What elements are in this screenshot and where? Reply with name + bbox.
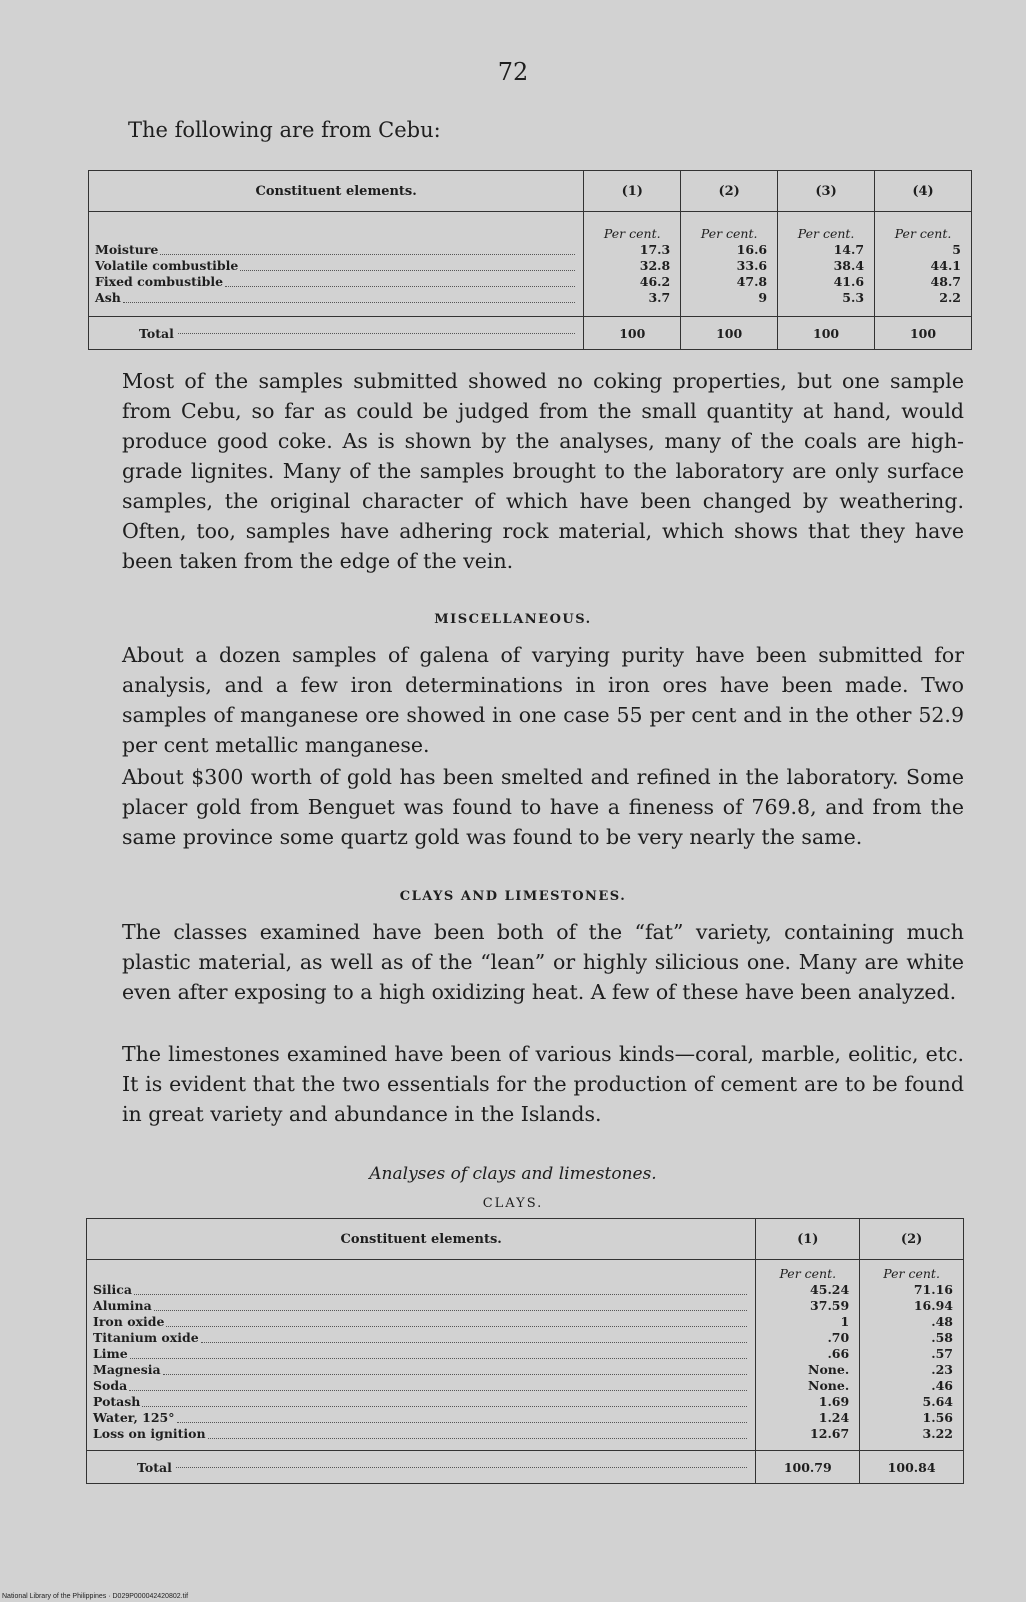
cell-value: 41.6 (833, 274, 865, 289)
total-value: 100 (584, 317, 681, 350)
column-header-4: (4) (875, 171, 972, 212)
cell-value: None. (808, 1378, 850, 1393)
cell-value: 5.64 (922, 1394, 953, 1409)
cell-value: 3.7 (648, 290, 671, 305)
cell-value: 5.3 (842, 290, 865, 305)
unit-label: Per cent. (779, 1266, 837, 1281)
total-value: 100 (875, 317, 972, 350)
intro-line: The following are from Cebu: (128, 118, 441, 142)
cell-value: 3.22 (922, 1426, 953, 1441)
cell-value: 38.4 (833, 258, 865, 273)
cell-value: 32.8 (639, 258, 671, 273)
unit-label: Per cent. (894, 226, 952, 241)
column-header-2: (2) (681, 171, 778, 212)
clays-table (86, 1218, 964, 1484)
table-subcaption: CLAYS. (482, 1196, 544, 1211)
cell-value: 2.2 (939, 290, 961, 305)
total-label: Total (139, 325, 174, 341)
labels-cell (89, 212, 584, 317)
cell-value: 37.59 (810, 1298, 850, 1313)
column-header-1: (1) (756, 1219, 860, 1260)
values-col-3 (778, 212, 875, 317)
row-label-silica: Silica (87, 1282, 755, 1298)
row-label-magnesia: Magnesia (87, 1362, 755, 1378)
cell-value: 71.16 (913, 1282, 953, 1297)
row-label-alumina: Alumina (87, 1298, 755, 1314)
cell-value: .58 (931, 1330, 953, 1345)
cell-value: 14.7 (833, 242, 865, 257)
cell-value: 44.1 (930, 258, 961, 273)
cell-value: .46 (931, 1378, 953, 1393)
table-header-row (89, 171, 972, 212)
cell-value: 33.6 (736, 258, 768, 273)
table-body-row (89, 212, 972, 317)
total-value: 100.79 (756, 1451, 860, 1484)
row-label-soda: Soda (87, 1378, 755, 1394)
heading-miscellaneous: MISCELLANEOUS. (434, 612, 592, 627)
cell-value: 1.69 (818, 1394, 850, 1409)
column-header-2: (2) (860, 1219, 964, 1260)
cell-value: .23 (931, 1362, 953, 1377)
total-value: 100 (778, 317, 875, 350)
total-value: 100 (681, 317, 778, 350)
row-label-titanium-oxide: Titanium oxide (87, 1330, 755, 1346)
cell-value: 1.24 (818, 1410, 850, 1425)
unit-label: Per cent. (603, 226, 661, 241)
table-body-row (87, 1260, 964, 1451)
cell-value: 45.24 (810, 1282, 850, 1297)
table-caption: Analyses of clays and limestones. (369, 1164, 657, 1184)
cell-value: 47.8 (736, 274, 768, 289)
cell-value: 1 (840, 1314, 850, 1329)
unit-label: Per cent. (883, 1266, 940, 1281)
page-number: 72 (497, 58, 529, 86)
cell-value: 17.3 (639, 242, 671, 257)
row-label-ash: Ash (89, 290, 583, 306)
values-col-2 (681, 212, 778, 317)
row-label-volatile: Volatile combustible (89, 258, 583, 274)
total-label-cell (87, 1451, 756, 1484)
table-header-row (87, 1219, 964, 1260)
unit-label: Per cent. (700, 226, 758, 241)
paragraph-galena: About a dozen samples of galena of varying purity have been submitted for analysis, and a few iron determinations in iron ores have been made. Two samples of manganese ore showed in one case 55 per cent and in the other 52.9 per cent metallic manganese. (122, 643, 964, 757)
cell-value: .70 (827, 1330, 850, 1345)
cell-value: 46.2 (639, 274, 671, 289)
column-header-3: (3) (778, 171, 875, 212)
total-label-cell (89, 317, 584, 350)
total-row (87, 1451, 964, 1484)
total-value: 100.84 (860, 1451, 964, 1484)
row-label-lime: Lime (87, 1346, 755, 1362)
row-label-iron-oxide: Iron oxide (87, 1314, 755, 1330)
cell-value: 48.7 (930, 274, 961, 289)
paragraph-limestones: The limestones examined have been of various kinds—coral, marble, eolitic, etc. It is evident that the two essentials for the production of cement are to be found in great variety and abundance in the Islands. (122, 1042, 964, 1126)
cell-value: 1.56 (922, 1410, 953, 1425)
cell-value: 16.94 (913, 1298, 953, 1313)
column-header-constituents: Constituent elements. (89, 171, 584, 212)
cebu-coal-table (88, 170, 972, 350)
paragraph-gold: About $300 worth of gold has been smelted and refined in the laboratory. Some placer gold from Benguet was found to have a fineness of 769.8, and from the same province some quartz gold was found to be very nearly the same. (122, 765, 964, 849)
row-label-loss-on-ignition: Loss on ignition (87, 1426, 755, 1442)
unit-label: Per cent. (797, 226, 855, 241)
cell-value: .57 (931, 1346, 953, 1361)
cell-value: 5 (952, 242, 961, 257)
total-row (89, 317, 972, 350)
values-col-1 (584, 212, 681, 317)
paragraph-clays: The classes examined have been both of the “fat” variety, containing much plastic material, as well as of the “lean” or highly silicious one. Many are white even after exposing to a high oxidizing heat. A few of these have been analyzed. (122, 920, 964, 1004)
total-label: Total (137, 1459, 172, 1475)
cell-value: 12.67 (810, 1426, 850, 1441)
paragraph-coking: Most of the samples submitted showed no coking properties, but one sample from Cebu, so far as could be judged from the small quantity at hand, would produce good coke. As is shown by the analyses, many of the coals are high-grade lignites. Many of the samples brought to the laboratory are only surface samples, the original character of which have been changed by weathering. Often, too, samples have adhering rock material, which shows that they have been taken from the edge of the vein. (122, 369, 964, 573)
column-header-constituents: Constituent elements. (87, 1219, 756, 1260)
row-label-potash: Potash (87, 1394, 755, 1410)
cell-value: None. (808, 1362, 850, 1377)
row-label-water: Water, 125° (87, 1410, 755, 1426)
cell-value: .48 (931, 1314, 953, 1329)
cell-value: 16.6 (736, 242, 768, 257)
row-label-moisture: Moisture (89, 242, 583, 258)
values-col-2 (860, 1260, 964, 1451)
values-col-4 (875, 212, 972, 317)
cell-value: 9 (758, 290, 768, 305)
heading-clays-limestones: CLAYS AND LIMESTONES. (399, 889, 627, 904)
values-col-1 (756, 1260, 860, 1451)
row-label-fixed: Fixed combustible (89, 274, 583, 290)
scan-footer: National Library of the Philippines · D029P000042420802.tif (2, 1593, 189, 1600)
labels-cell (87, 1260, 756, 1451)
column-header-1: (1) (584, 171, 681, 212)
cell-value: .66 (827, 1346, 850, 1361)
